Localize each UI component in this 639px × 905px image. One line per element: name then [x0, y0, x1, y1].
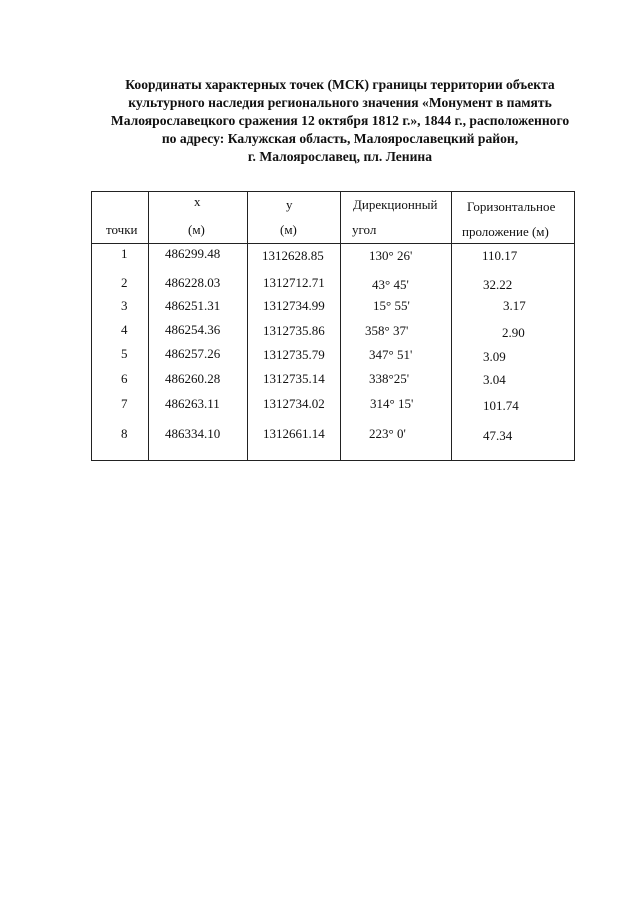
- cell-distance: 47.34: [483, 428, 513, 443]
- header-divider: [92, 243, 574, 244]
- cell-point-number: 4: [121, 322, 128, 337]
- cell-point-number: 8: [121, 426, 128, 441]
- cell-angle: 130° 26': [369, 248, 413, 263]
- cell-x: 486257.26: [165, 346, 221, 361]
- cell-distance: 3.09: [483, 349, 506, 364]
- cell-distance: 101.74: [483, 398, 519, 413]
- column-divider: [340, 192, 341, 460]
- cell-y: 1312735.86: [263, 323, 325, 338]
- coordinates-table: [91, 191, 575, 461]
- cell-angle: 43° 45': [372, 277, 409, 292]
- header-x-unit: (м): [188, 222, 205, 237]
- header-y: у: [286, 197, 293, 212]
- cell-distance: 3.17: [503, 298, 526, 313]
- cell-y: 1312734.02: [263, 396, 325, 411]
- cell-distance: 3.04: [483, 372, 506, 387]
- cell-x: 486334.10: [165, 426, 221, 441]
- header-point: точки: [106, 222, 138, 237]
- cell-distance: 110.17: [482, 248, 518, 263]
- cell-x: 486263.11: [165, 396, 220, 411]
- cell-y: 1312628.85: [262, 248, 324, 263]
- cell-angle: 15° 55': [373, 298, 410, 313]
- cell-point-number: 5: [121, 346, 128, 361]
- cell-point-number: 2: [121, 275, 128, 290]
- title-line: Малоярославецкого сражения 12 октября 1812 г.», 1844 г., расположенного: [110, 113, 570, 128]
- column-divider: [148, 192, 149, 460]
- cell-y: 1312735.14: [263, 371, 325, 386]
- cell-x: 486251.31: [165, 298, 221, 313]
- cell-angle: 314° 15': [370, 396, 414, 411]
- header-y-unit: (м): [280, 222, 297, 237]
- cell-x: 486260.28: [165, 371, 221, 386]
- title-line: по адресу: Калужская область, Малоярославецкий район,: [161, 131, 519, 146]
- column-divider: [247, 192, 248, 460]
- header-angle-suffix: угол: [352, 222, 377, 237]
- cell-y: 1312661.14: [263, 426, 325, 441]
- cell-y: 1312734.99: [263, 298, 325, 313]
- cell-distance: 2.90: [502, 325, 525, 340]
- header-distance: Горизонтальное: [467, 199, 556, 214]
- cell-angle: 338°25': [369, 371, 410, 386]
- title-line: Координаты характерных точек (МСК) границы территории объекта: [125, 77, 555, 92]
- title-line: г. Малоярославец, пл. Ленина: [247, 149, 433, 164]
- header-x: x: [194, 194, 201, 209]
- cell-distance: 32.22: [483, 277, 513, 292]
- cell-point-number: 3: [121, 298, 128, 313]
- cell-x: 486254.36: [165, 322, 221, 337]
- column-divider: [451, 192, 452, 460]
- cell-y: 1312735.79: [263, 347, 325, 362]
- cell-point-number: 1: [121, 246, 128, 261]
- header-angle: Дирекционный: [353, 197, 438, 212]
- cell-angle: 347° 51': [369, 347, 413, 362]
- cell-point-number: 6: [121, 371, 128, 386]
- cell-x: 486228.03: [165, 275, 221, 290]
- document-title: [60, 76, 620, 166]
- cell-angle: 223° 0': [369, 426, 406, 441]
- cell-point-number: 7: [121, 396, 128, 411]
- header-distance-suffix: проложение (м): [462, 224, 549, 239]
- cell-x: 486299.48: [165, 246, 221, 261]
- cell-y: 1312712.71: [263, 275, 325, 290]
- title-line: культурного наследия регионального значения «Монумент в память: [128, 95, 552, 110]
- cell-angle: 358° 37': [365, 323, 409, 338]
